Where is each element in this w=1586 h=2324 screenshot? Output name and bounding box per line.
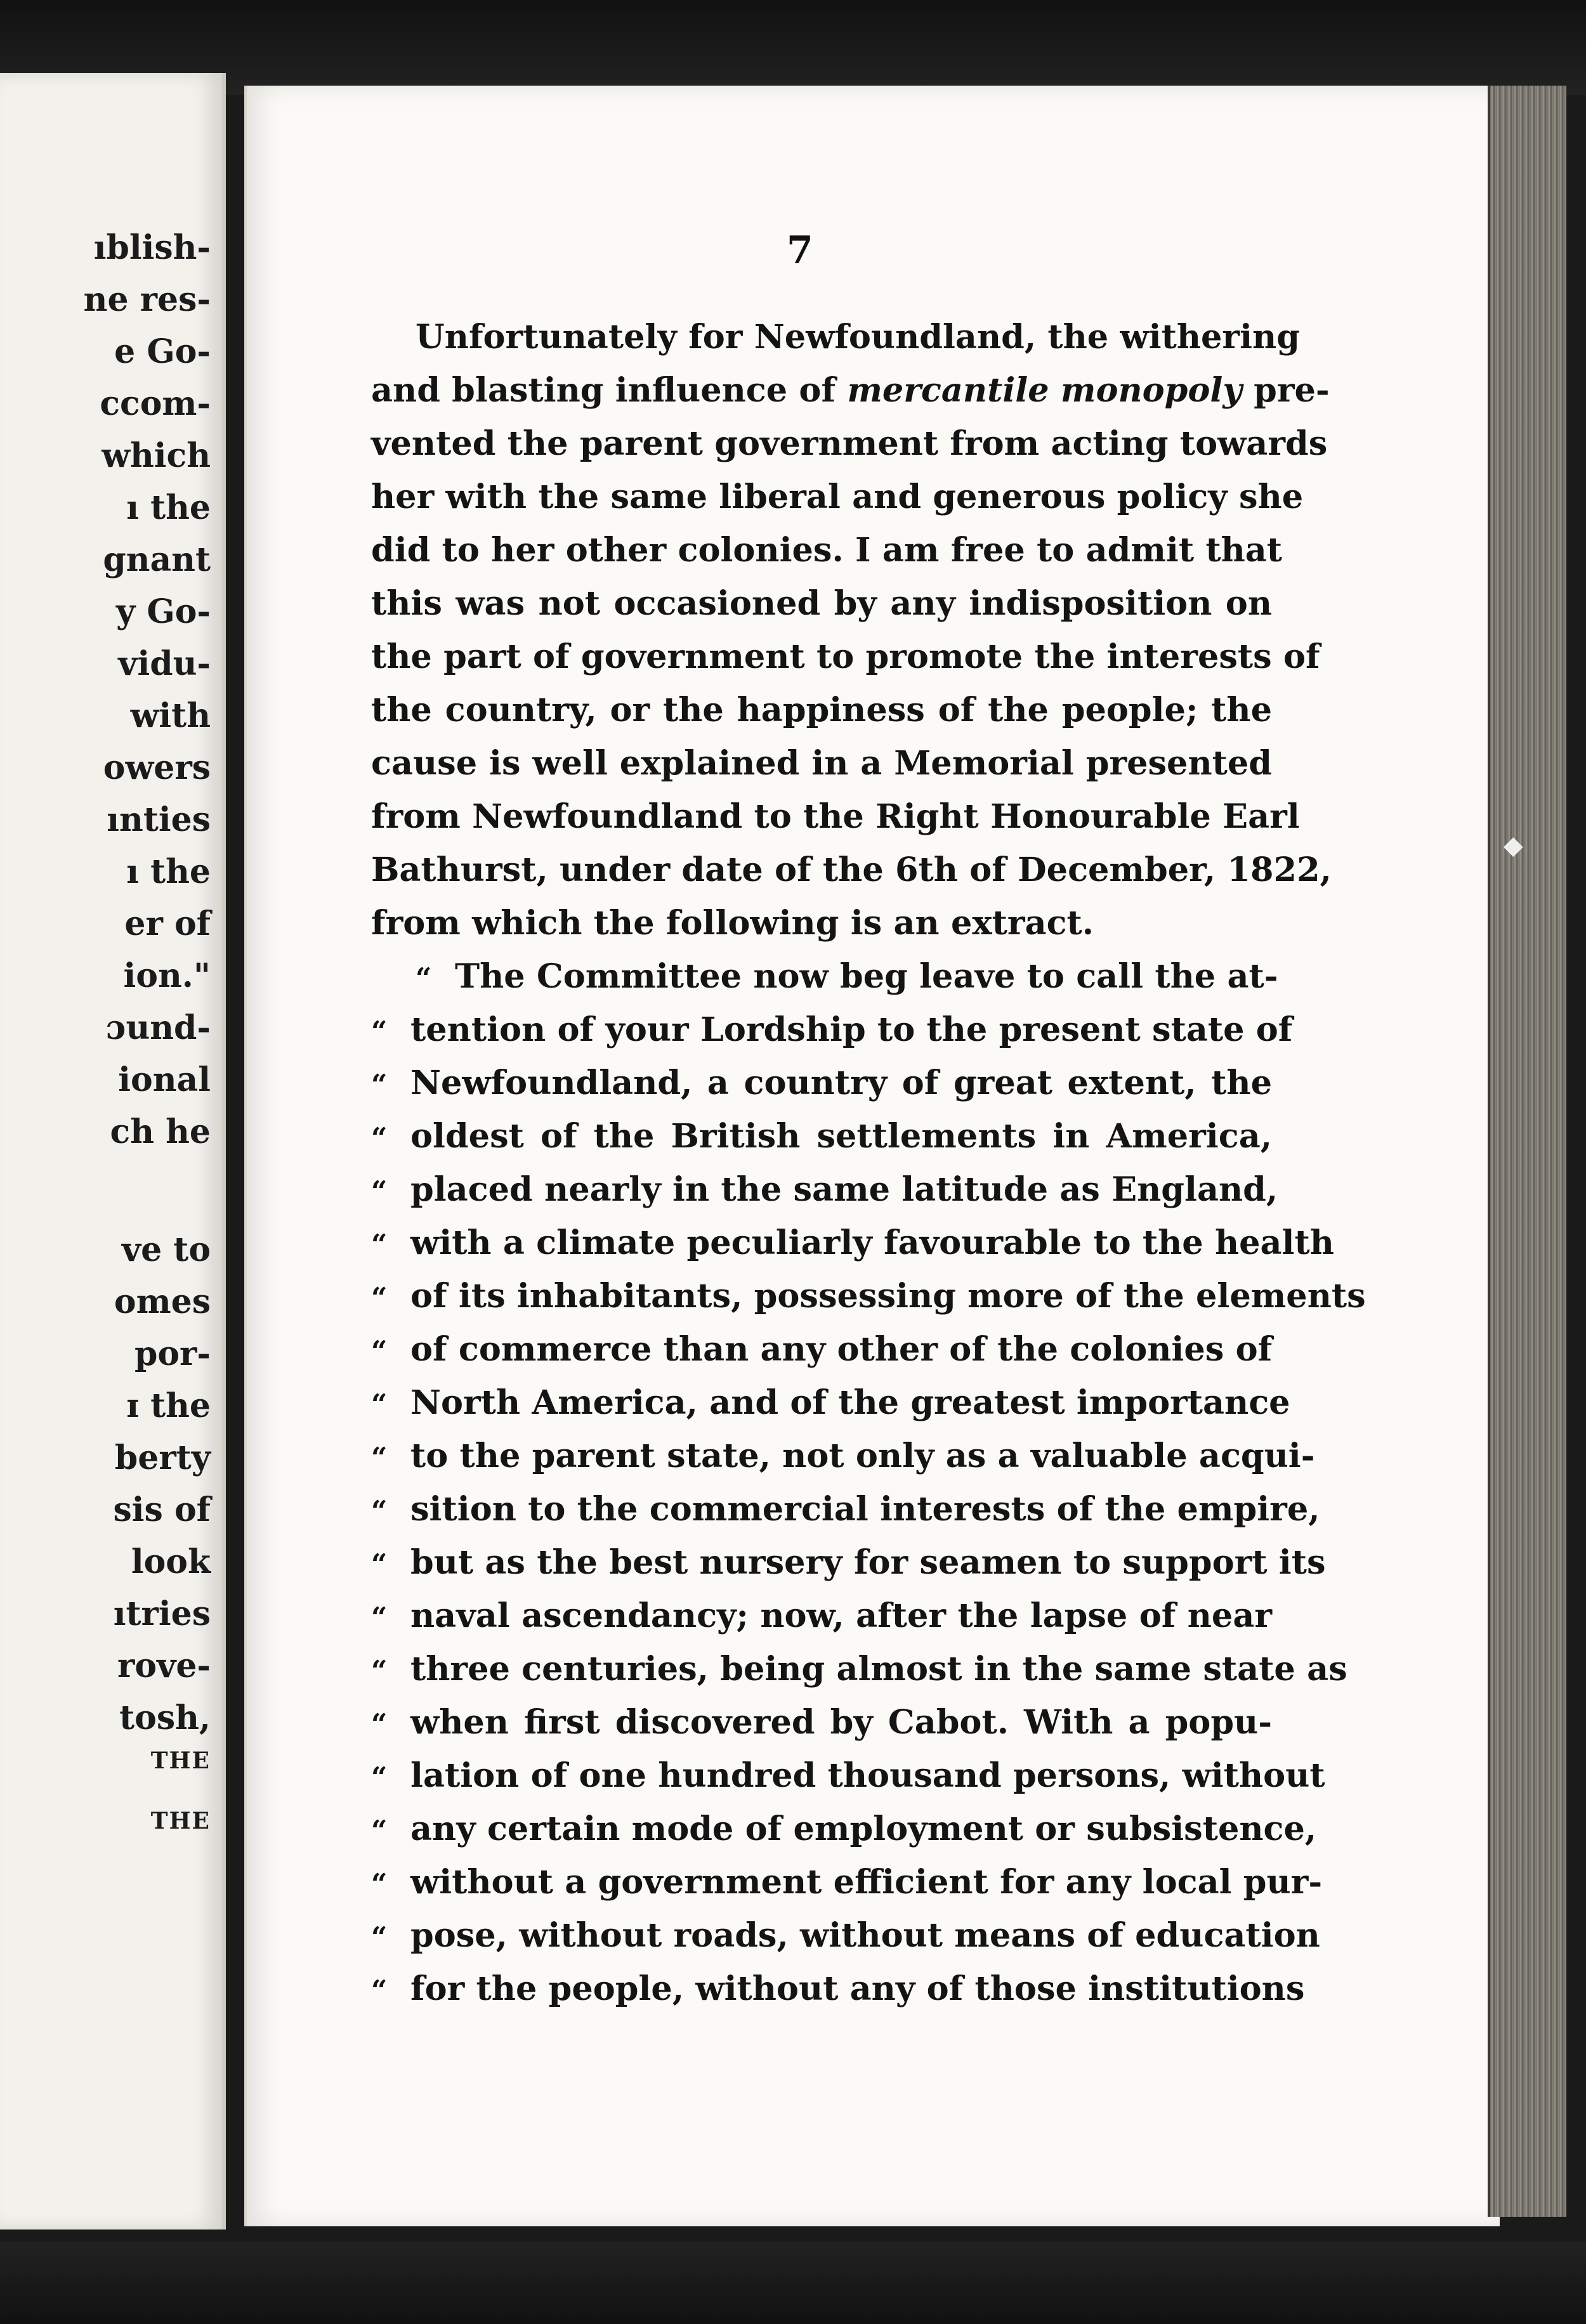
film-border-bottom <box>0 2242 1586 2324</box>
left-page-fragment: er of <box>124 904 211 943</box>
page-body-text <box>371 311 1366 2016</box>
quote-line: “ any certain mode of employment or subsistence, <box>371 1810 1317 1848</box>
text-line: the country, or the happiness of the people; the <box>371 691 1272 729</box>
left-page-fragment: ıblish- <box>93 228 211 267</box>
left-page-fragment: gnant <box>103 540 211 579</box>
quote-line: “ placed nearly in the same latitude as England, <box>371 1170 1278 1209</box>
left-page-fragment: y Go- <box>116 592 211 631</box>
book-page-edge <box>1488 86 1566 2217</box>
quote-line: “ of commerce than any other of the colonies of <box>371 1330 1273 1369</box>
quote-line: “ oldest of the British settlements in America, <box>371 1117 1272 1156</box>
left-page-fragment: THE <box>150 1808 211 1834</box>
left-page-fragment: ɪ the <box>126 1387 211 1425</box>
left-page-fragment: with <box>130 696 211 735</box>
quote-line: “ but as the best nursery for seamen to support its <box>371 1543 1326 1582</box>
left-page-fragment: vidu- <box>118 644 211 683</box>
quote-line: “ Newfoundland, a country of great extent, the <box>371 1064 1272 1102</box>
quote-line: “ pose, without roads, without means of education <box>371 1916 1320 1955</box>
left-page-fragment: THE <box>150 1747 211 1774</box>
left-facing-page <box>0 73 226 2229</box>
quote-line: “ tention of your Lordship to the present state of <box>371 1010 1293 1049</box>
quote-line: “ North America, and of the greatest importance <box>371 1383 1290 1422</box>
left-page-fragment: ional <box>118 1061 211 1099</box>
text-line: this was not occasioned by any indisposition on <box>371 584 1272 623</box>
quote-line: “ sition to the commercial interests of the empire, <box>371 1490 1320 1529</box>
left-page-fragment: por- <box>134 1335 211 1373</box>
left-page-fragment: rove- <box>117 1647 211 1685</box>
left-page-fragment: berty <box>114 1439 211 1477</box>
left-page-fragment: ccom- <box>100 384 211 423</box>
left-page-fragment: e Go- <box>114 332 211 371</box>
italic-phrase: mercantile monopoly <box>847 371 1242 410</box>
quote-line: “ of its inhabitants, possessing more of the elements <box>371 1277 1366 1315</box>
text-line: vented the parent government from acting towards <box>371 424 1328 463</box>
left-page-fragment: ch he <box>110 1113 211 1151</box>
left-page-fragment: ı the <box>126 852 211 891</box>
left-page-fragment: sis of <box>113 1491 211 1529</box>
text-line: the part of government to promote the interests of <box>371 637 1320 676</box>
left-page-fragment: ınties <box>107 800 211 839</box>
text-line: from Newfoundland to the Right Honourable Earl <box>371 797 1300 836</box>
quote-line: “ for the people, without any of those institutions <box>371 1969 1305 2008</box>
quote-line: “ with a climate peculiarly favourable to the health <box>371 1224 1334 1262</box>
quote-line: “ to the parent state, not only as a valuable acqui- <box>371 1437 1315 1475</box>
text-line: Bathurst, under date of the 6th of December, 1822, <box>371 851 1332 889</box>
quote-line: “ lation of one hundred thousand persons, without <box>371 1756 1325 1795</box>
left-page-fragment: omes <box>114 1283 211 1321</box>
text-line: cause is well explained in a Memorial presented <box>371 744 1272 783</box>
left-page-fragment: ı the <box>126 488 211 527</box>
edge-tab-mark: ◆ <box>1504 831 1523 860</box>
film-border-top <box>0 0 1586 95</box>
text-line: and blasting influence of mercantile monopoly pre- <box>371 371 1330 410</box>
left-page-fragment: ɔund- <box>105 1009 211 1047</box>
quote-line: “ without a government efficient for any local pur- <box>371 1863 1323 1902</box>
quoted-memorial <box>371 1003 1366 2016</box>
quote-line: “ The Committee now beg leave to call the at- <box>416 957 1278 996</box>
left-page-fragment: ve to <box>121 1231 211 1269</box>
left-page-fragment: owers <box>103 748 211 787</box>
text-line: did to her other colonies. I am free to admit that <box>371 531 1283 570</box>
text-line: from which the following is an extract. <box>371 904 1094 943</box>
left-page-fragment: ion." <box>123 956 211 995</box>
quote-line: “ three centuries, being almost in the same state as <box>371 1650 1347 1688</box>
page-number: 7 <box>787 228 813 273</box>
left-page-fragment: ne res- <box>83 280 211 319</box>
left-page-fragment: look <box>131 1543 211 1581</box>
text-line: Unfortunately for Newfoundland, the withering <box>416 318 1300 356</box>
quote-line: “ when first discovered by Cabot. With a popu- <box>371 1703 1272 1742</box>
left-page-fragment: tosh, <box>119 1699 211 1737</box>
left-page-fragment: which <box>102 436 211 475</box>
quote-line: “ naval ascendancy; now, after the lapse of near <box>371 1596 1272 1635</box>
left-page-fragment: ıtries <box>113 1595 211 1633</box>
text-line: her with the same liberal and generous policy she <box>371 478 1304 516</box>
